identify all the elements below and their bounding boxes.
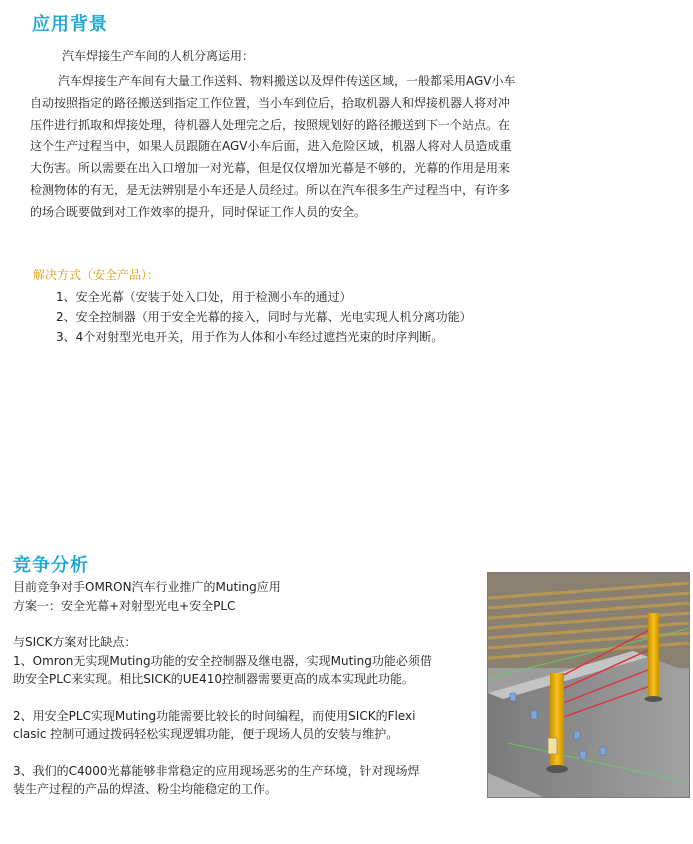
- competition-line: 1、Omron无实现Muting功能的安全控制器及继电器，实现Muting功能必须借: [13, 653, 432, 668]
- competition-line: 方案一：安全光幕+对射型光电+安全PLC: [13, 598, 236, 613]
- solution-item: 1、安全光幕（安装于处入口处，用于检测小车的通过）: [56, 290, 352, 304]
- intro-line: 汽车焊接生产车间的人机分离运用：: [62, 49, 255, 63]
- competition-line: 助安全PLC来实现。相比SICK的UE410控制器需要更高的成本实现此功能。: [13, 672, 414, 686]
- hazard-stripes: [488, 573, 690, 668]
- spacer: [13, 689, 483, 707]
- scene-svg: [488, 573, 690, 798]
- competition-line: clasic 控制可通过拨码轻松实现逻辑功能，便于现场人员的安装与维护。: [13, 727, 399, 741]
- sensor-box: [548, 738, 557, 754]
- solution-list: [56, 287, 472, 347]
- competition-line: 装生产过程的产品的焊渣、粉尘均能稳定的工作。: [13, 782, 278, 796]
- paragraph-line: 这个生产过程当中，如果人员跟随在AGV小车后面，进入危险区域，机器人将对人员造成重: [30, 139, 512, 154]
- paragraph-line: 压件进行抓取和焊接处理，待机器人处理完之后，按照规划好的路径搬送到下一个站点。在: [30, 117, 511, 132]
- solution-title: 解决方式（安全产品）：: [33, 268, 160, 282]
- solution-item: 2、安全控制器（用于安全光幕的接入，同时与光幕、光电实现人机分离功能）: [56, 310, 472, 324]
- paragraph-line: 汽车焊接生产车间有大量工作送料、物料搬送以及焊件传送区域，一般都采用AGV小车: [58, 74, 516, 88]
- competition-line: 与SICK方案对比缺点：: [13, 635, 137, 649]
- competition-line: 目前竞争对手OMRON汽车行业推广的Muting应用: [13, 580, 281, 594]
- section-title-competition: 竞争分析: [13, 555, 89, 576]
- spacer: [13, 744, 483, 762]
- competition-text: [13, 578, 483, 799]
- competition-line: 2、用安全PLC实现Muting功能需要比较长的时间编程，而使用SICK的Flexi: [13, 708, 416, 723]
- solution-item: 3、4个对射型光电开关，用于作为人体和小车经过遮挡光束的时序判断。: [56, 330, 444, 344]
- paragraph-line: 的场合既要做到对工作效率的提升，同时保证工作人员的安全。: [30, 204, 367, 219]
- section-title-background: 应用背景: [32, 14, 108, 35]
- background-paragraph: [30, 71, 575, 224]
- paragraph-line: 自动按照指定的路径搬送到指定工作位置，当小车到位后，拾取机器人和焊接机器人将对冲: [30, 95, 511, 110]
- spacer: [13, 615, 483, 633]
- light-curtain-scene-icon: [487, 572, 690, 798]
- paragraph-line: 检测物体的有无，是无法辨别是小车还是人员经过。所以在汽车很多生产过程当中，有许多: [30, 182, 511, 197]
- paragraph-line: 大伤害。所以需要在出入口增加一对光幕，但是仅仅增加光幕是不够的，光幕的作用是用来: [30, 161, 511, 176]
- competition-line: 3、我们的C4000光幕能够非常稳定的应用现场恶劣的生产环境，针对现场焊: [13, 763, 420, 778]
